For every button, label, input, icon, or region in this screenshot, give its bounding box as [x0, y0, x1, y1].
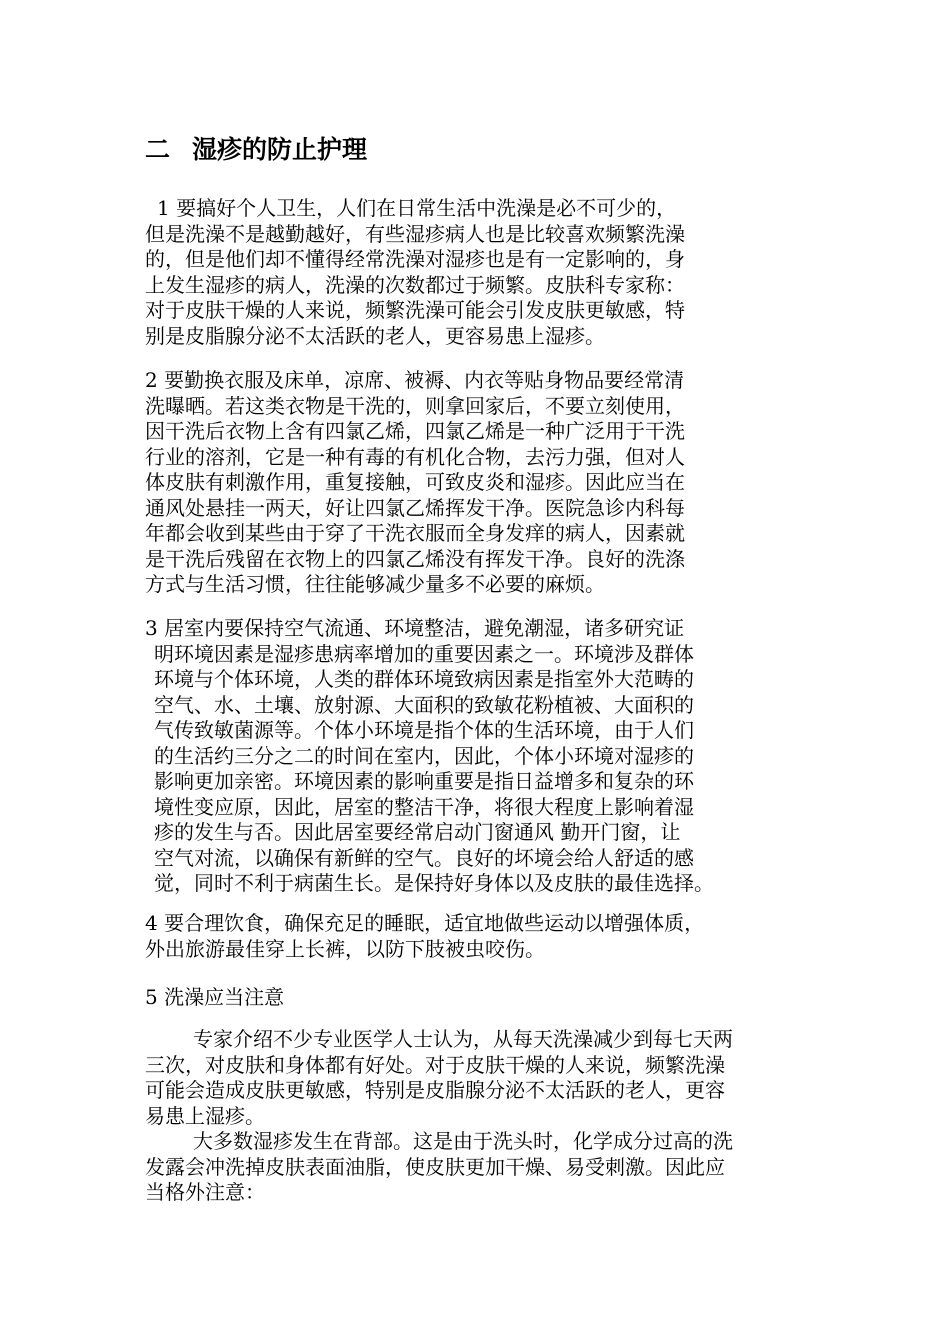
text-line: 专家介绍不少专业医学人士认为，从每天洗澡减少到每七天两 — [193, 1027, 733, 1051]
text-line: 1 要搞好个人卫生，人们在日常生活中洗澡是必不可少的， — [157, 196, 677, 220]
text-line: 行业的溶剂，它是一种有毒的有机化合物，去污力强，但对人 — [145, 444, 685, 469]
text-line: 外出旅游最佳穿上长裤，以防下肢被虫咬伤。 — [145, 936, 545, 961]
heading-title: 湿疹的防止护理 — [192, 135, 368, 164]
text-line: 但是洗澡不是越勤越好，有些湿疹病人也是比较喜欢频繁洗澡 — [145, 221, 685, 246]
text-line: 方式与生活习惯，往往能够减少量多不必要的麻烦。 — [145, 572, 605, 596]
paragraph-3 — [145, 616, 714, 897]
text-line: 明环境因素是湿疹患病率增加的重要因素之一。环境涉及群体 — [154, 641, 694, 666]
text-line: 通风处悬挂一两天，好让四氯乙烯挥发干净。医院急诊内科每 — [145, 495, 685, 520]
text-line: 气传致敏菌源等。个体小环境是指个体的生活环境，由于人们 — [154, 718, 694, 742]
text-line: 2 要勤换衣服及床单，凉席、被褥、内衣等贴身物品要经常清 — [145, 368, 685, 392]
text-line: 年都会收到某些由于穿了干洗衣服而全身发痒的病人，因素就 — [145, 521, 685, 545]
text-line: 疹的发生与否。因此居室要经常启动门窗通风 勤开门窗，让 — [154, 820, 681, 844]
paragraph-1 — [145, 196, 685, 349]
text-line: 可能会造成皮肤更敏感，特别是皮脂腺分泌不太活跃的老人，更容 — [145, 1078, 725, 1102]
text-line: 觉，同时不利于病菌生长。是保持好身体以及皮肤的最佳选择。 — [154, 871, 714, 895]
heading-number: 二 — [145, 135, 171, 164]
text-line: 的，但是他们却不懂得经常洗澡对湿疹也是有一定影响的，身 — [145, 247, 685, 271]
text-line: 空气对流，以确保有新鲜的空气。良好的坏境会给人舒适的感 — [154, 845, 694, 870]
paragraph-5-body-2 — [145, 1129, 733, 1206]
text-line: 当格外注意： — [145, 1180, 265, 1204]
text-line: 对于皮肤干燥的人来说，频繁洗澡可能会引发皮肤更敏感，特 — [145, 298, 685, 322]
text-line: 大多数湿疹发生在背部。这是由于洗头时，化学成分过高的洗 — [193, 1129, 733, 1153]
text-line: 4 要合理饮食，确保充足的睡眠，适宜地做些运动以增强体质， — [145, 911, 705, 935]
text-line: 境性变应原，因此，居室的整洁干净，将很大程度上影响着湿 — [154, 794, 694, 819]
text-line: 是干洗后残留在衣物上的四氯乙烯没有挥发干净。良好的洗涤 — [145, 546, 685, 571]
text-line: 发露会冲洗掉皮肤表面油脂，使皮肤更加干燥、易受刺激。因此应 — [145, 1154, 725, 1179]
text-line: 空气、水、土壤、放射源、大面积的致敏花粉植被、大面积的 — [154, 692, 694, 717]
text-line: 环境与个体环境，人类的群体环境致病因素是指室外大范畴的 — [154, 667, 694, 691]
subsection-title: 5 洗澡应当注意 — [145, 985, 285, 1009]
text-line: 因干洗后衣物上含有四氯乙烯，四氯乙烯是一种广泛用于干洗 — [145, 419, 685, 443]
text-line: 别是皮脂腺分泌不太活跃的老人，更容易患上湿疹。 — [145, 323, 605, 348]
text-line: 易患上湿疹。 — [145, 1103, 265, 1128]
text-line: 三次，对皮肤和身体都有好处。对于皮肤干燥的人来说，频繁洗澡 — [145, 1052, 725, 1077]
paragraph-4 — [145, 911, 704, 962]
text-line: 体皮肤有刺激作用，重复接触，可致皮炎和湿疹。因此应当在 — [145, 470, 685, 494]
text-line: 洗曝晒。若这类衣物是干洗的，则拿回家后，不要立刻使用， — [145, 393, 685, 418]
paragraph-2 — [145, 368, 685, 598]
text-line: 上发生湿疹的病人，洗澡的次数都过于频繁。皮肤科专家称： — [145, 272, 685, 297]
text-line: 影响更加亲密。环境因素的影响重要是指日益增多和复杂的环 — [154, 769, 694, 793]
paragraph-5-title — [145, 985, 284, 1011]
section-heading — [145, 133, 367, 167]
paragraph-5-body-1 — [145, 1027, 733, 1129]
text-line: 的生活约三分之二的时间在室内，因此，个体小环境对湿疹的 — [154, 743, 694, 768]
text-line: 3 居室内要保持空气流通、环境整洁，避免潮湿，诸多研究证 — [145, 616, 685, 640]
